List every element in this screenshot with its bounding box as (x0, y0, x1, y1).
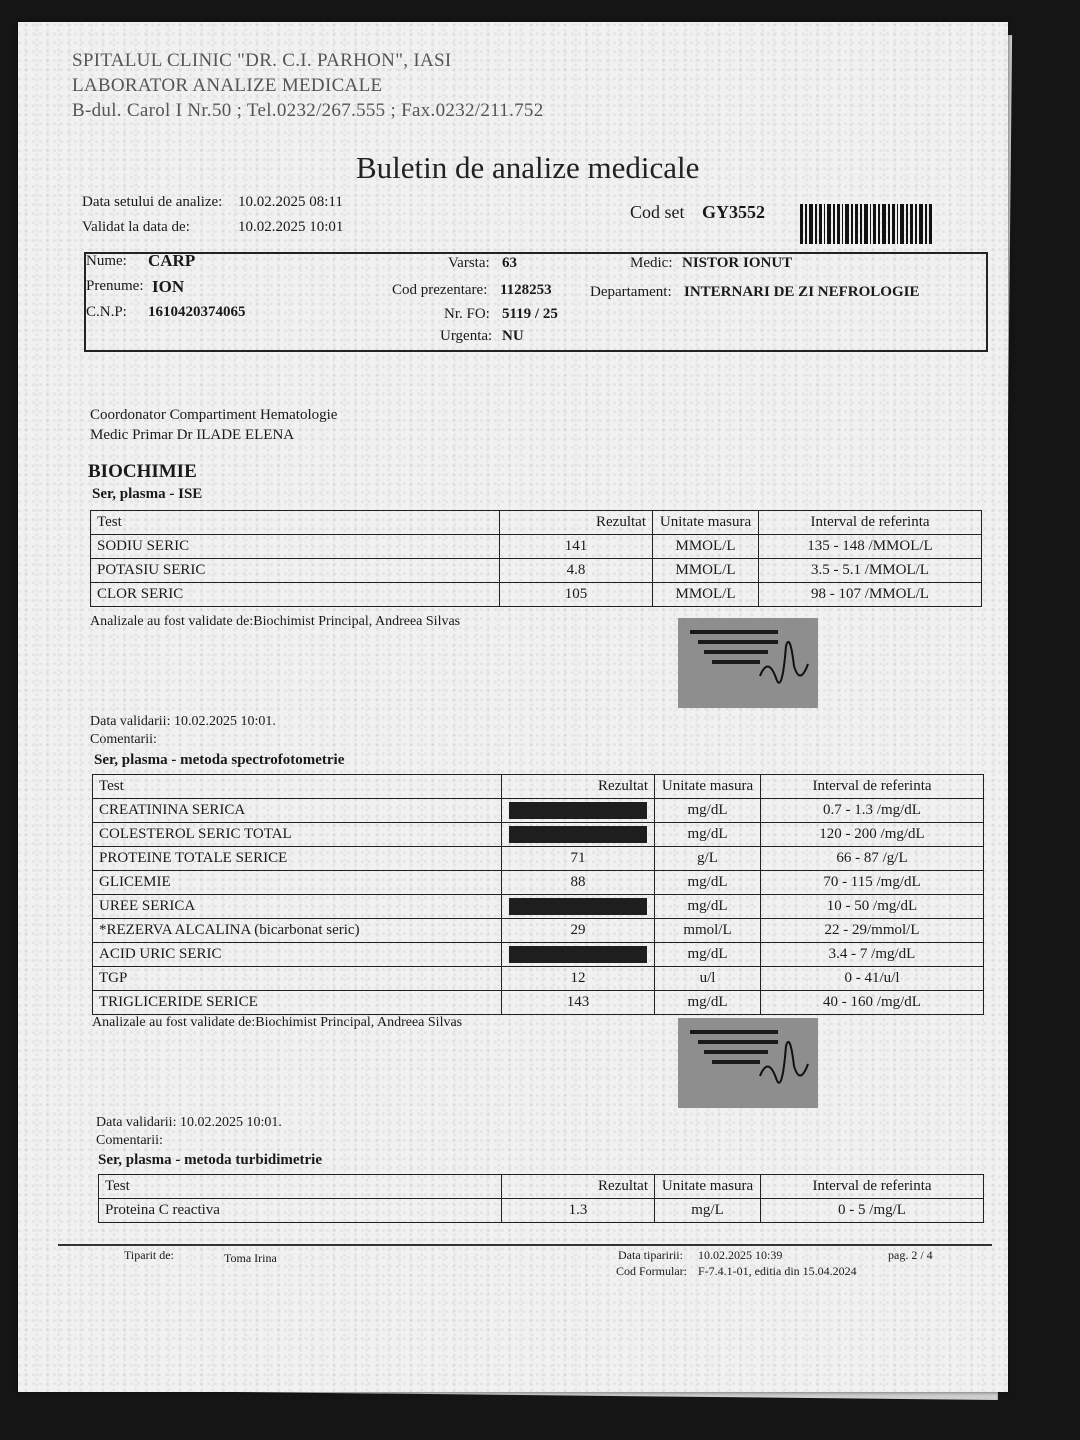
test-unit: mg/dL (655, 991, 761, 1015)
test-result: 105 (500, 583, 653, 607)
cod-set-label: Cod set (630, 202, 685, 222)
block2-comments: Comentarii: (96, 1133, 163, 1148)
table-row (91, 559, 982, 583)
test-unit: mmol/L (655, 919, 761, 943)
cnp-label: C.N.P: (86, 304, 127, 320)
signature-icon (756, 1026, 812, 1102)
block1-comments: Comentarii: (90, 732, 157, 747)
test-ref: 0 - 5 /mg/L (761, 1199, 984, 1223)
table-row (93, 799, 984, 823)
redaction-bar (509, 946, 647, 963)
table-row (93, 871, 984, 895)
col-unit: Unitate masura (655, 775, 761, 799)
table-header-row (99, 1175, 984, 1199)
table-row (93, 823, 984, 847)
test-unit: mg/dL (655, 871, 761, 895)
validated-value: 10.02.2025 10:01 (238, 219, 344, 235)
page-number: pag. 2 / 4 (888, 1248, 933, 1262)
test-result: 4.8 (500, 559, 653, 583)
form-code-label: Cod Formular: (616, 1264, 687, 1278)
test-name: GLICEMIE (93, 871, 502, 895)
test-ref: 0.7 - 1.3 /mg/dL (761, 799, 984, 823)
block3-subtitle: Ser, plasma - metoda turbidimetrie (98, 1152, 323, 1168)
form-code-value: F-7.4.1-01, editia din 15.04.2024 (698, 1264, 857, 1278)
surname-label: Prenume: (86, 278, 144, 294)
test-result-redacted (502, 823, 655, 847)
test-unit: MMOL/L (653, 583, 759, 607)
cod-prezentare-value: 1128253 (500, 282, 552, 298)
test-name: *REZERVA ALCALINA (bicarbonat seric) (93, 919, 502, 943)
print-date-label: Data tiparirii: (618, 1248, 683, 1262)
signature-stamp (678, 1018, 818, 1108)
page-title: Buletin de analize medicale (356, 150, 700, 185)
print-date-value: 10.02.2025 10:39 (698, 1248, 783, 1262)
coordinator-line2: Medic Primar Dr ILADE ELENA (90, 427, 295, 443)
block1-subtitle: Ser, plasma - ISE (92, 486, 203, 502)
age-value: 63 (502, 255, 517, 271)
col-test: Test (93, 775, 502, 799)
test-ref: 135 - 148 /MMOL/L (759, 535, 982, 559)
table-row (93, 895, 984, 919)
redaction-bar (509, 826, 647, 843)
test-ref: 66 - 87 /g/L (761, 847, 984, 871)
test-name: TRIGLICERIDE SERICE (93, 991, 502, 1015)
test-name: UREE SERICA (93, 895, 502, 919)
test-ref: 3.5 - 5.1 /MMOL/L (759, 559, 982, 583)
test-unit: mg/dL (655, 943, 761, 967)
table-header-row (93, 775, 984, 799)
patient-info-box (84, 252, 988, 352)
test-unit: g/L (655, 847, 761, 871)
block2-subtitle: Ser, plasma - metoda spectrofotometrie (94, 752, 345, 768)
test-result: 71 (502, 847, 655, 871)
validated-label: Validat la data de: (82, 219, 190, 235)
test-name: CLOR SERIC (91, 583, 500, 607)
lab-address: B-dul. Carol I Nr.50 ; Tel.0232/267.555 ; Fax.0232/211.752 (72, 100, 544, 121)
test-unit: mg/dL (655, 799, 761, 823)
hospital-name: SPITALUL CLINIC "DR. C.I. PARHON", IASI (72, 50, 452, 71)
department-label: Departament: (590, 284, 672, 300)
col-ref: Interval de referinta (761, 775, 984, 799)
printed-by-value: Toma Irina (224, 1251, 277, 1265)
table-row (91, 535, 982, 559)
test-ref: 3.4 - 7 /mg/dL (761, 943, 984, 967)
col-result: Rezultat (502, 1175, 655, 1199)
set-date-label: Data setului de analize: (82, 194, 223, 210)
results-table-turbidimetrie (98, 1174, 984, 1223)
results-table-spectrofotometrie (92, 774, 984, 1015)
table-row (93, 919, 984, 943)
medic-label: Medic: (630, 255, 673, 271)
test-result-redacted (502, 943, 655, 967)
test-result: 88 (502, 871, 655, 895)
block2-validated-by: Analizale au fost validate de:Biochimist Principal, Andreea Silvas (92, 1015, 463, 1030)
test-name: PROTEINE TOTALE SERICE (93, 847, 502, 871)
col-unit: Unitate masura (655, 1175, 761, 1199)
table-row (93, 943, 984, 967)
redaction-bar (509, 898, 647, 915)
test-name: CREATININA SERICA (93, 799, 502, 823)
col-unit: Unitate masura (653, 511, 759, 535)
surname-value: ION (152, 277, 185, 296)
urgenta-label: Urgenta: (440, 328, 493, 344)
col-result: Rezultat (502, 775, 655, 799)
test-name: SODIU SERIC (91, 535, 500, 559)
test-name: POTASIU SERIC (91, 559, 500, 583)
test-ref: 98 - 107 /MMOL/L (759, 583, 982, 607)
age-label: Varsta: (448, 255, 490, 271)
block1-validated-by: Analizale au fost validate de:Biochimist Principal, Andreea Silvas (90, 614, 461, 629)
table-row (91, 583, 982, 607)
test-result: 29 (502, 919, 655, 943)
document-page (18, 22, 1008, 1392)
cod-prezentare-label: Cod prezentare: (392, 282, 488, 298)
test-result: 141 (500, 535, 653, 559)
test-ref: 70 - 115 /mg/dL (761, 871, 984, 895)
col-ref: Interval de referinta (759, 511, 982, 535)
test-unit: u/l (655, 967, 761, 991)
cod-set-value: GY3552 (702, 202, 765, 222)
test-unit: MMOL/L (653, 559, 759, 583)
test-result: 1.3 (502, 1199, 655, 1223)
col-test: Test (99, 1175, 502, 1199)
col-ref: Interval de referinta (761, 1175, 984, 1199)
results-table-ise (90, 510, 982, 607)
test-name: TGP (93, 967, 502, 991)
test-result: 143 (502, 991, 655, 1015)
nr-fo-value: 5119 / 25 (502, 306, 558, 322)
block1-validation-date: Data validarii: 10.02.2025 10:01. (90, 714, 276, 729)
lab-name: LABORATOR ANALIZE MEDICALE (72, 75, 383, 96)
test-result-redacted (502, 799, 655, 823)
nr-fo-label: Nr. FO: (444, 306, 490, 322)
test-name: Proteina C reactiva (99, 1199, 502, 1223)
test-name: COLESTEROL SERIC TOTAL (93, 823, 502, 847)
col-result: Rezultat (500, 511, 653, 535)
test-ref: 120 - 200 /mg/dL (761, 823, 984, 847)
test-ref: 10 - 50 /mg/dL (761, 895, 984, 919)
table-row (93, 967, 984, 991)
table-row (93, 991, 984, 1015)
test-ref: 22 - 29/mmol/L (761, 919, 984, 943)
signature-icon (756, 626, 812, 702)
test-name: ACID URIC SERIC (93, 943, 502, 967)
set-date-value: 10.02.2025 08:11 (238, 194, 343, 210)
department-value: INTERNARI DE ZI NEFROLOGIE (684, 284, 920, 300)
coordinator-line1: Coordonator Compartiment Hematologie (90, 407, 338, 423)
col-test: Test (91, 511, 500, 535)
printed-by-label: Tiparit de: (124, 1248, 174, 1262)
test-result: 12 (502, 967, 655, 991)
test-ref: 0 - 41/u/l (761, 967, 984, 991)
test-result-redacted (502, 895, 655, 919)
test-unit: MMOL/L (653, 535, 759, 559)
barcode-icon (800, 204, 932, 244)
test-ref: 40 - 160 /mg/dL (761, 991, 984, 1015)
table-row (93, 847, 984, 871)
test-unit: mg/dL (655, 895, 761, 919)
signature-stamp (678, 618, 818, 708)
cnp-value: 1610420374065 (148, 304, 246, 320)
section-title: BIOCHIMIE (88, 461, 197, 482)
block2-validation-date: Data validarii: 10.02.2025 10:01. (96, 1115, 282, 1130)
table-row (99, 1199, 984, 1223)
table-header-row (91, 511, 982, 535)
test-unit: mg/dL (655, 823, 761, 847)
medic-value: NISTOR IONUT (682, 255, 793, 271)
urgenta-value: NU (502, 328, 524, 344)
footer-divider (58, 1244, 992, 1246)
test-unit: mg/L (655, 1199, 761, 1223)
redaction-bar (509, 802, 647, 819)
name-value: CARP (148, 251, 196, 270)
name-label: Nume: (86, 253, 127, 269)
